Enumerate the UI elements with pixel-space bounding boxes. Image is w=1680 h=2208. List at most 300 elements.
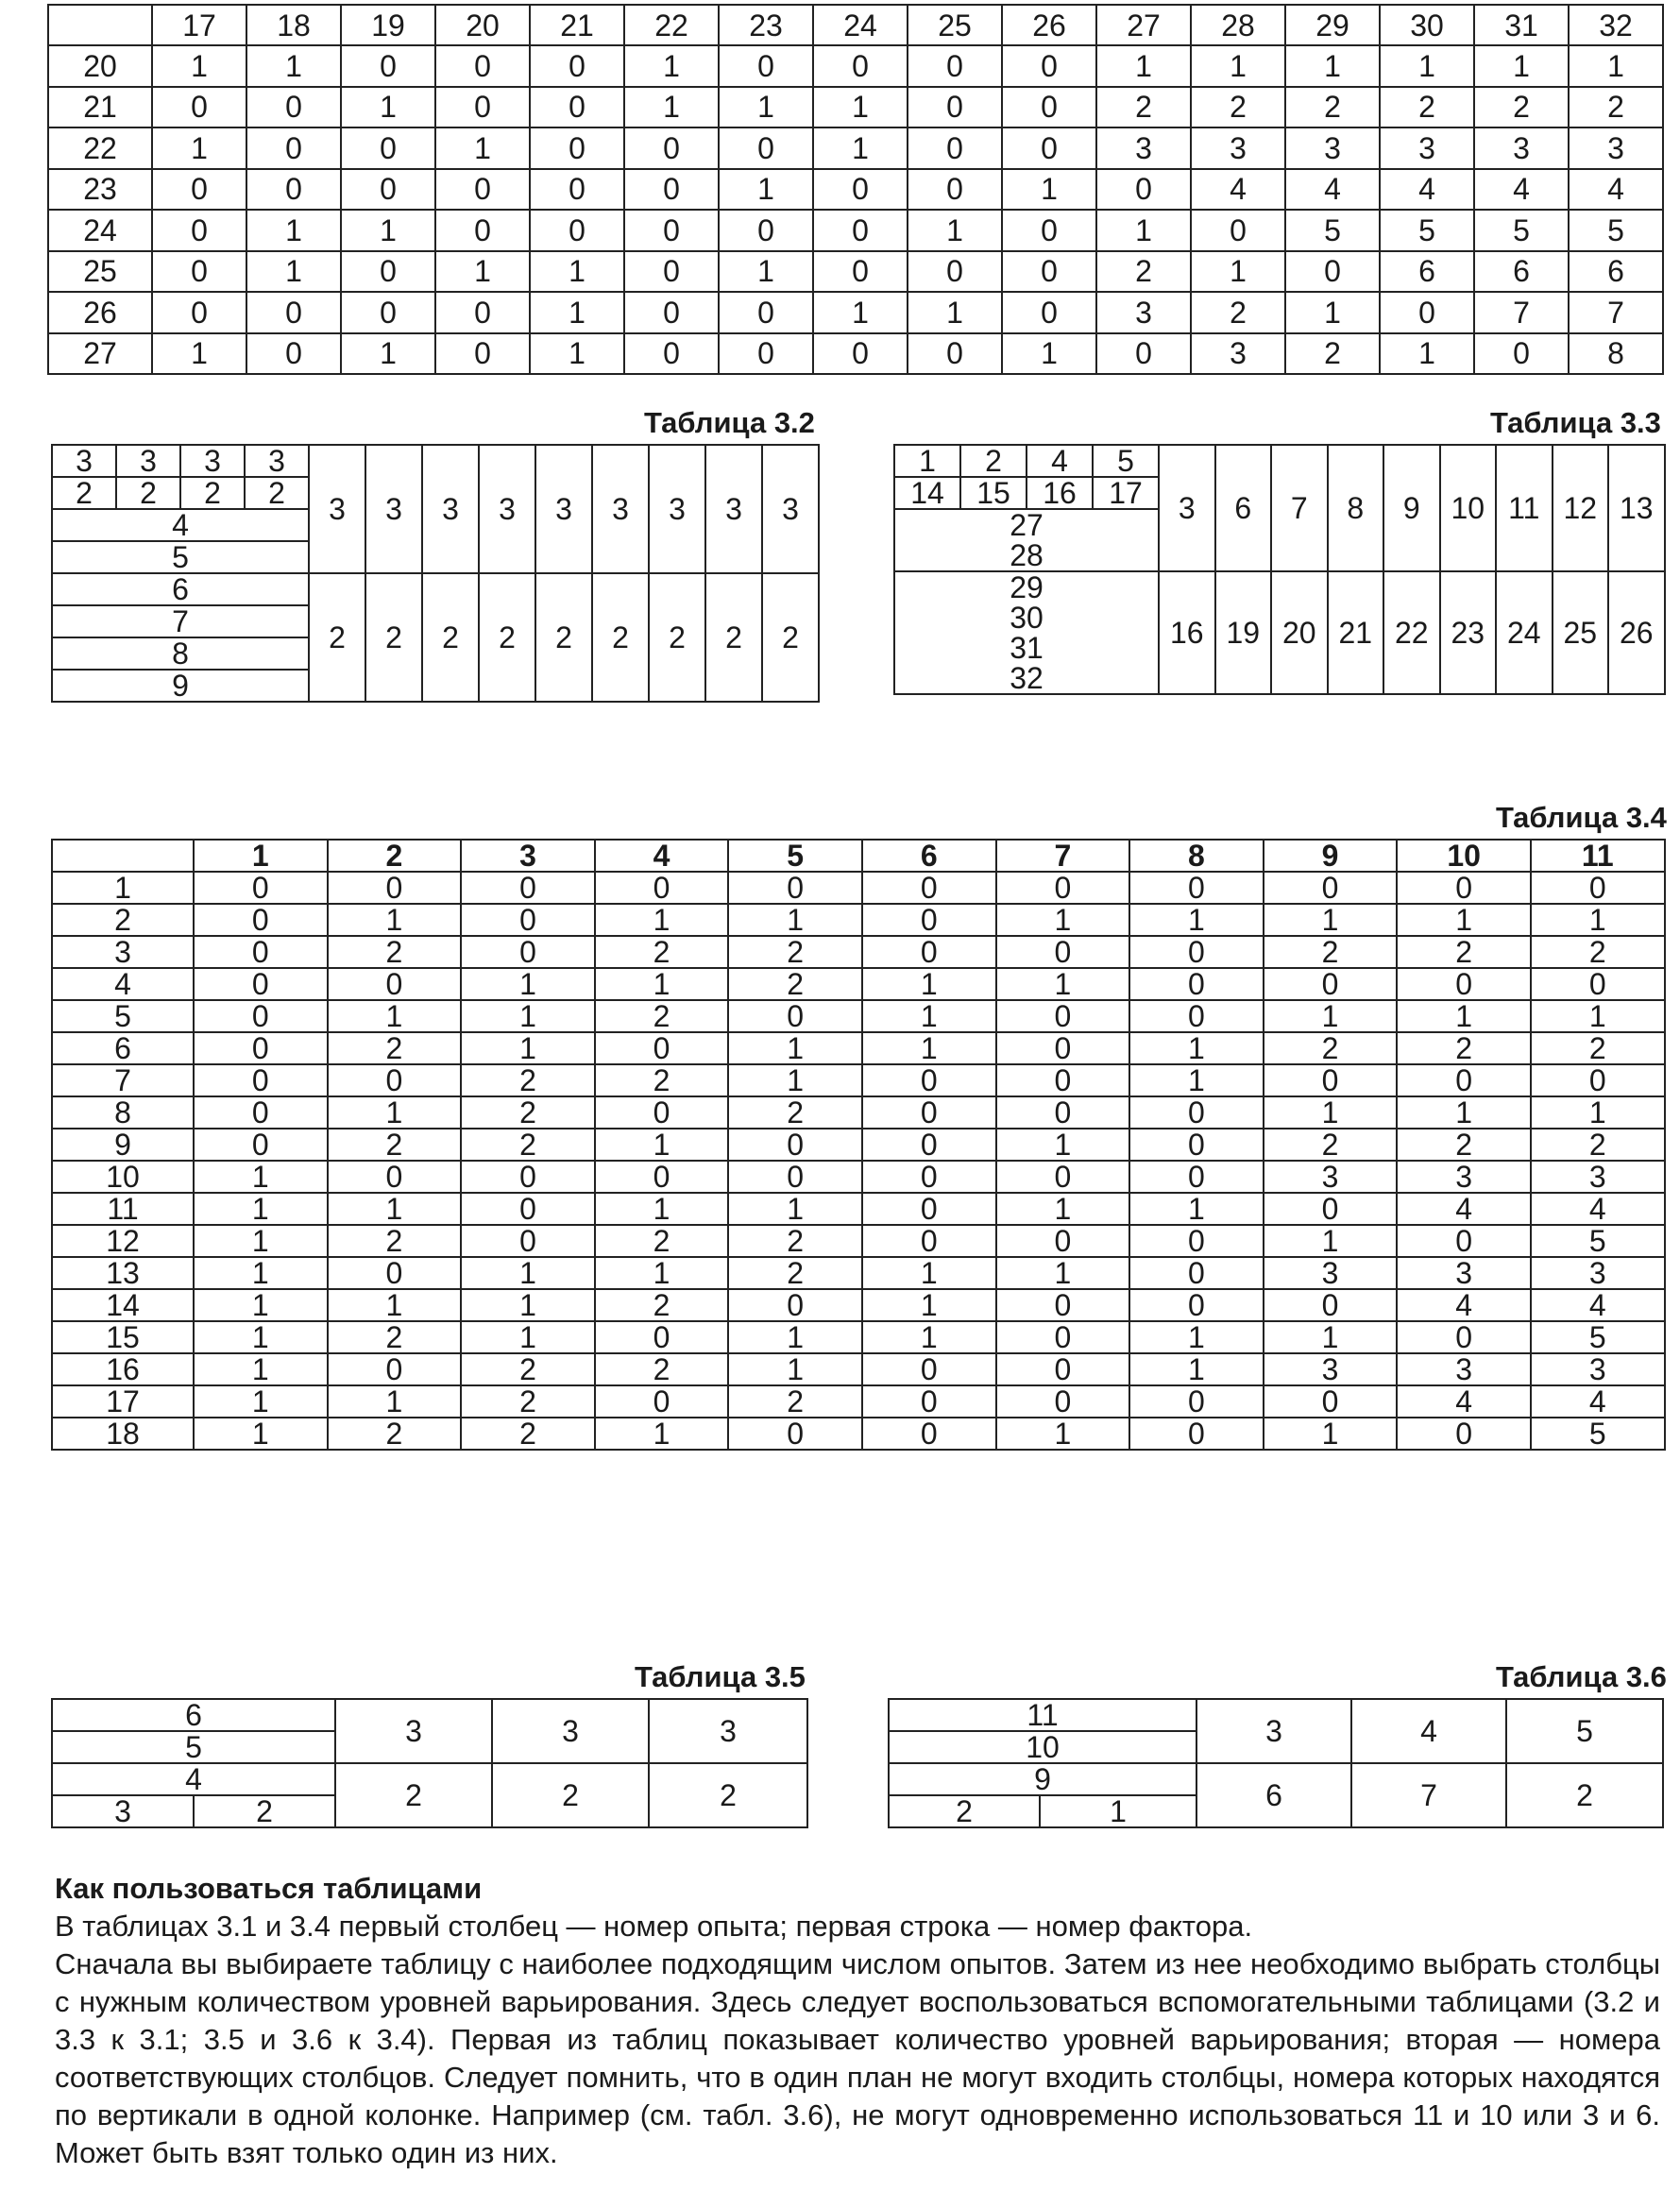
table-cell: 2 xyxy=(328,1418,462,1450)
table-cell: 0 xyxy=(719,45,813,87)
table-cell: 0 xyxy=(908,127,1002,169)
table-cell: 0 xyxy=(1380,292,1474,333)
table-row xyxy=(52,936,1665,968)
table-cell: 2 xyxy=(728,936,862,968)
table-cell: 1 xyxy=(461,968,595,1000)
table-cell: 0 xyxy=(862,872,996,904)
table-cell: 0 xyxy=(595,1161,729,1193)
table-cell: 0 xyxy=(1264,1193,1398,1225)
table-cell: 0 xyxy=(1474,333,1569,375)
table-cell: 5 xyxy=(1569,210,1663,251)
experiment-number: 10 xyxy=(52,1161,194,1193)
table-cell: 1 xyxy=(1531,1096,1665,1129)
table-cell: 0 xyxy=(624,169,719,211)
level-cell: 3 xyxy=(116,445,180,477)
table-cell: 0 xyxy=(862,1193,996,1225)
table-cell: 0 xyxy=(1264,968,1398,1000)
table-cell: 0 xyxy=(530,210,624,251)
table-cell: 2 xyxy=(728,968,862,1000)
table-cell: 5 xyxy=(1380,210,1474,251)
table-cell: 1 xyxy=(595,1129,729,1161)
table-cell: 0 xyxy=(1129,1096,1264,1129)
table-cell: 1 xyxy=(152,127,246,169)
experiment-number: 12 xyxy=(52,1225,194,1257)
level-cell: 3 xyxy=(52,1795,194,1827)
table-row xyxy=(52,1000,1665,1032)
table-cell: 4 xyxy=(1474,169,1569,211)
table-cell: 4 xyxy=(1285,169,1380,211)
value-cell: 22 xyxy=(1383,571,1440,694)
table-cell: 0 xyxy=(435,45,530,87)
table-cell: 0 xyxy=(341,251,435,293)
table-cell: 2 xyxy=(1397,936,1531,968)
table-cell: 0 xyxy=(728,1418,862,1450)
table-cell: 0 xyxy=(194,1000,328,1032)
level-cell: 2 xyxy=(180,477,245,509)
table-cell: 0 xyxy=(341,127,435,169)
value-cell: 12 xyxy=(1553,445,1609,571)
value-cell: 26 xyxy=(1608,571,1665,694)
table-row xyxy=(52,1064,1665,1096)
experiment-number: 14 xyxy=(52,1289,194,1321)
table-cell: 1 xyxy=(194,1289,328,1321)
table-cell: 0 xyxy=(996,1096,1130,1129)
table-cell: 1 xyxy=(1002,333,1096,375)
table-cell: 2 xyxy=(1531,1032,1665,1064)
table-cell: 3 xyxy=(1531,1257,1665,1289)
table-cell: 1 xyxy=(1380,45,1474,87)
value-cell: 3 xyxy=(762,445,819,573)
table-row xyxy=(52,1763,807,1795)
instructions-heading: Как пользоваться таблицами xyxy=(55,1872,483,1905)
table-cell: 1 xyxy=(1129,1353,1264,1385)
table-row xyxy=(48,127,1663,169)
table-cell: 3 xyxy=(1191,127,1285,169)
left-row-cell: 11 xyxy=(889,1699,1196,1731)
table-row xyxy=(48,333,1663,375)
table-row xyxy=(52,1193,1665,1225)
experiment-number: 22 xyxy=(48,127,152,169)
table-cell: 0 xyxy=(1264,1385,1398,1418)
table-cell: 1 xyxy=(1380,333,1474,375)
table-cell: 2 xyxy=(328,1129,462,1161)
table-cell: 1 xyxy=(328,1096,462,1129)
table-cell: 0 xyxy=(194,1064,328,1096)
table-cell: 5 xyxy=(1285,210,1380,251)
table-cell: 0 xyxy=(719,292,813,333)
table-cell: 0 xyxy=(1397,872,1531,904)
table-cell: 1 xyxy=(996,1418,1130,1450)
table-cell: 1 xyxy=(908,210,1002,251)
left-row-cell: 5 xyxy=(52,541,309,573)
experiment-number: 15 xyxy=(52,1321,194,1353)
value-cell: 7 xyxy=(1271,445,1328,571)
table-cell: 0 xyxy=(862,1385,996,1418)
experiment-number: 20 xyxy=(48,45,152,87)
table-cell: 0 xyxy=(1129,1225,1264,1257)
table-cell: 2 xyxy=(1285,333,1380,375)
table-cell: 0 xyxy=(530,127,624,169)
table-row xyxy=(52,1129,1665,1161)
table-cell: 0 xyxy=(862,904,996,936)
table-cell: 1 xyxy=(328,1385,462,1418)
table-cell: 0 xyxy=(530,45,624,87)
value-cell: 3 xyxy=(1196,1699,1351,1763)
table-cell: 3 xyxy=(1397,1353,1531,1385)
factor-header: 11 xyxy=(1531,840,1665,872)
table-row xyxy=(894,571,1665,603)
factor-header: 8 xyxy=(1129,840,1264,872)
table-3-5 xyxy=(51,1698,808,1828)
table-3-5-caption: Таблица 3.5 xyxy=(635,1660,806,1693)
table-row xyxy=(894,445,1665,477)
table-cell: 5 xyxy=(1531,1225,1665,1257)
table-cell: 0 xyxy=(719,333,813,375)
table-cell: 0 xyxy=(328,968,462,1000)
value-cell: 2 xyxy=(762,573,819,702)
table-cell: 1 xyxy=(328,1193,462,1225)
left-row-cell: 9 xyxy=(52,670,309,702)
value-cell: 5 xyxy=(1506,1699,1663,1763)
value-cell: 3 xyxy=(535,445,592,573)
table-cell: 1 xyxy=(530,292,624,333)
table-cell: 1 xyxy=(246,251,341,293)
value-cell: 6 xyxy=(1215,445,1272,571)
value-cell: 3 xyxy=(335,1699,492,1763)
table-cell: 6 xyxy=(1569,251,1663,293)
table-cell: 2 xyxy=(1569,87,1663,128)
table-cell: 0 xyxy=(862,1096,996,1129)
table-cell: 2 xyxy=(595,1289,729,1321)
table-cell: 1 xyxy=(328,904,462,936)
experiment-number: 6 xyxy=(52,1032,194,1064)
table-cell: 2 xyxy=(461,1385,595,1418)
table-cell: 1 xyxy=(1531,904,1665,936)
table-row xyxy=(52,968,1665,1000)
table-cell: 0 xyxy=(341,169,435,211)
table-3-2-caption: Таблица 3.2 xyxy=(644,406,815,439)
experiment-number: 1 xyxy=(52,872,194,904)
table-cell: 0 xyxy=(908,169,1002,211)
value-cell: 2 xyxy=(1506,1763,1663,1827)
table-row xyxy=(52,445,819,477)
experiment-number: 9 xyxy=(52,1129,194,1161)
table-cell: 0 xyxy=(328,1064,462,1096)
table-cell: 0 xyxy=(813,45,908,87)
value-cell: 24 xyxy=(1496,571,1553,694)
left-row-cell: 5 xyxy=(52,1731,335,1763)
table-cell: 1 xyxy=(194,1193,328,1225)
table-cell: 0 xyxy=(595,1321,729,1353)
table-row xyxy=(52,1289,1665,1321)
table-cell: 0 xyxy=(624,251,719,293)
left-row-cell: 9 xyxy=(889,1763,1196,1795)
table-cell: 0 xyxy=(624,333,719,375)
value-cell: 3 xyxy=(705,445,762,573)
table-cell: 2 xyxy=(1264,1032,1398,1064)
value-cell: 3 xyxy=(1159,445,1215,571)
table-cell: 0 xyxy=(461,1161,595,1193)
value-cell: 25 xyxy=(1553,571,1609,694)
level-cell: 2 xyxy=(194,1795,335,1827)
table-cell: 3 xyxy=(1531,1353,1665,1385)
table-cell: 0 xyxy=(813,169,908,211)
table-cell: 0 xyxy=(152,251,246,293)
table-3-2 xyxy=(51,444,820,703)
table-cell: 0 xyxy=(1397,968,1531,1000)
table-cell: 0 xyxy=(194,872,328,904)
table-cell: 4 xyxy=(1380,169,1474,211)
table-cell: 2 xyxy=(1191,87,1285,128)
experiment-number: 3 xyxy=(52,936,194,968)
table-cell: 3 xyxy=(1397,1257,1531,1289)
factor-header: 7 xyxy=(996,840,1130,872)
factor-header: 26 xyxy=(1002,5,1096,45)
table-row xyxy=(52,1096,1665,1129)
level-cell: 2 xyxy=(245,477,309,509)
table-cell: 0 xyxy=(728,1129,862,1161)
value-cell: 3 xyxy=(422,445,479,573)
table-cell: 0 xyxy=(1191,210,1285,251)
factor-header: 32 xyxy=(1569,5,1663,45)
table-cell: 0 xyxy=(813,251,908,293)
table-cell: 3 xyxy=(1474,127,1569,169)
table-cell: 0 xyxy=(1129,1161,1264,1193)
table-row xyxy=(48,210,1663,251)
factor-header: 9 xyxy=(1264,840,1398,872)
table-cell: 0 xyxy=(996,1289,1130,1321)
table-cell: 1 xyxy=(1191,251,1285,293)
table-cell: 1 xyxy=(1397,1000,1531,1032)
table-cell: 0 xyxy=(813,210,908,251)
table-cell: 1 xyxy=(435,251,530,293)
table-cell: 1 xyxy=(461,1032,595,1064)
table-cell: 1 xyxy=(595,1257,729,1289)
table-cell: 0 xyxy=(1397,1225,1531,1257)
factor-header: 22 xyxy=(624,5,719,45)
table-cell: 2 xyxy=(461,1418,595,1450)
table-cell: 1 xyxy=(996,1193,1130,1225)
value-cell: 2 xyxy=(649,573,705,702)
left-row-cell: 10 xyxy=(889,1731,1196,1763)
table-row xyxy=(52,1418,1665,1450)
value-cell: 11 xyxy=(1496,445,1553,571)
table-3-1 xyxy=(47,4,1664,375)
table-cell: 3 xyxy=(1569,127,1663,169)
value-cell: 3 xyxy=(309,445,365,573)
table-cell: 0 xyxy=(1002,127,1096,169)
table-cell: 0 xyxy=(1002,292,1096,333)
table-cell: 1 xyxy=(595,968,729,1000)
table-cell: 0 xyxy=(530,169,624,211)
table-cell: 0 xyxy=(1129,1129,1264,1161)
table-cell: 2 xyxy=(728,1225,862,1257)
table-cell: 2 xyxy=(595,1353,729,1385)
table-cell: 0 xyxy=(719,127,813,169)
value-cell: 2 xyxy=(479,573,535,702)
table-cell: 1 xyxy=(530,251,624,293)
table-cell: 1 xyxy=(1264,1418,1398,1450)
table-cell: 0 xyxy=(1129,1000,1264,1032)
table-cell: 2 xyxy=(328,1032,462,1064)
table-cell: 3 xyxy=(1264,1353,1398,1385)
value-cell: 3 xyxy=(649,445,705,573)
table-cell: 1 xyxy=(813,87,908,128)
table-cell: 0 xyxy=(1531,968,1665,1000)
table-cell: 4 xyxy=(1397,1385,1531,1418)
table-row xyxy=(52,872,1665,904)
table-cell: 0 xyxy=(1129,872,1264,904)
table-cell: 0 xyxy=(996,1000,1130,1032)
table-row xyxy=(52,1257,1665,1289)
table-cell: 4 xyxy=(1531,1289,1665,1321)
table-cell: 0 xyxy=(908,251,1002,293)
table-cell: 2 xyxy=(595,1225,729,1257)
table-cell: 1 xyxy=(194,1225,328,1257)
table-cell: 1 xyxy=(194,1321,328,1353)
level-cell: 2 xyxy=(52,477,116,509)
level-cell: 4 xyxy=(1027,445,1093,477)
table-cell: 1 xyxy=(246,210,341,251)
table-row xyxy=(48,169,1663,211)
level-cell: 3 xyxy=(52,445,116,477)
table-cell: 1 xyxy=(1129,904,1264,936)
table-cell: 2 xyxy=(1397,1129,1531,1161)
left-row-cell: 30 xyxy=(894,603,1159,633)
table-cell: 2 xyxy=(1264,1129,1398,1161)
table-cell: 1 xyxy=(728,904,862,936)
table-cell: 3 xyxy=(1191,333,1285,375)
table-cell: 0 xyxy=(996,1353,1130,1385)
table-cell: 0 xyxy=(328,1257,462,1289)
table-cell: 0 xyxy=(152,87,246,128)
left-row-cell: 28 xyxy=(894,540,1159,571)
table-cell: 0 xyxy=(862,1418,996,1450)
experiment-number: 2 xyxy=(52,904,194,936)
table-cell: 1 xyxy=(813,292,908,333)
table-cell: 0 xyxy=(996,1032,1130,1064)
table-cell: 0 xyxy=(1129,1257,1264,1289)
factor-header: 24 xyxy=(813,5,908,45)
table-cell: 0 xyxy=(152,169,246,211)
table-cell: 1 xyxy=(1129,1321,1264,1353)
table-cell: 2 xyxy=(328,1321,462,1353)
table-cell: 2 xyxy=(595,936,729,968)
level-cell: 15 xyxy=(960,477,1027,509)
table-row xyxy=(48,45,1663,87)
factor-header: 6 xyxy=(862,840,996,872)
experiment-number: 4 xyxy=(52,968,194,1000)
value-cell: 2 xyxy=(492,1763,649,1827)
table-cell: 1 xyxy=(996,904,1130,936)
experiment-number: 25 xyxy=(48,251,152,293)
value-cell: 10 xyxy=(1440,445,1497,571)
table-cell: 0 xyxy=(1264,1064,1398,1096)
table-cell: 0 xyxy=(1002,251,1096,293)
table-cell: 0 xyxy=(461,904,595,936)
table-cell: 0 xyxy=(530,87,624,128)
level-cell: 5 xyxy=(1093,445,1159,477)
table-cell: 2 xyxy=(461,1096,595,1129)
value-cell: 2 xyxy=(422,573,479,702)
table-cell: 1 xyxy=(1531,1000,1665,1032)
factor-header: 21 xyxy=(530,5,624,45)
table-cell: 0 xyxy=(996,936,1130,968)
level-cell: 16 xyxy=(1027,477,1093,509)
value-cell: 2 xyxy=(365,573,422,702)
table-cell: 1 xyxy=(719,251,813,293)
table-cell: 2 xyxy=(728,1096,862,1129)
table-cell: 1 xyxy=(595,1418,729,1450)
value-cell: 2 xyxy=(705,573,762,702)
table-cell: 0 xyxy=(194,1096,328,1129)
table-cell: 0 xyxy=(595,1032,729,1064)
table-cell: 0 xyxy=(1264,1289,1398,1321)
factor-header: 23 xyxy=(719,5,813,45)
value-cell: 2 xyxy=(309,573,365,702)
experiment-number: 26 xyxy=(48,292,152,333)
table-cell: 1 xyxy=(152,45,246,87)
table-cell: 0 xyxy=(1129,1385,1264,1418)
table-cell: 4 xyxy=(1531,1385,1665,1418)
value-cell: 3 xyxy=(592,445,649,573)
table-cell: 0 xyxy=(435,292,530,333)
left-row-cell: 6 xyxy=(52,1699,335,1731)
table-cell: 0 xyxy=(1285,251,1380,293)
table-cell: 0 xyxy=(194,936,328,968)
value-cell: 16 xyxy=(1159,571,1215,694)
table-cell: 1 xyxy=(461,1289,595,1321)
value-cell: 3 xyxy=(649,1699,807,1763)
table-cell: 1 xyxy=(1129,1032,1264,1064)
table-cell: 0 xyxy=(1129,936,1264,968)
table-cell: 2 xyxy=(1474,87,1569,128)
table-cell: 0 xyxy=(1096,333,1191,375)
factor-header: 1 xyxy=(194,840,328,872)
table-cell: 0 xyxy=(1129,1289,1264,1321)
table-3-6 xyxy=(888,1698,1664,1828)
table-cell: 1 xyxy=(1129,1064,1264,1096)
table-cell: 0 xyxy=(1397,1418,1531,1450)
table-cell: 1 xyxy=(1002,169,1096,211)
table-cell: 0 xyxy=(194,1129,328,1161)
table-cell: 1 xyxy=(1397,904,1531,936)
table-cell: 2 xyxy=(1264,936,1398,968)
corner-cell xyxy=(52,840,194,872)
table-cell: 3 xyxy=(1285,127,1380,169)
table-cell: 1 xyxy=(1397,1096,1531,1129)
table-cell: 3 xyxy=(1264,1257,1398,1289)
left-row-cell: 4 xyxy=(52,509,309,541)
table-row xyxy=(48,251,1663,293)
value-cell: 4 xyxy=(1351,1699,1506,1763)
level-cell: 1 xyxy=(1040,1795,1196,1827)
table-cell: 0 xyxy=(341,292,435,333)
table-cell: 1 xyxy=(461,1321,595,1353)
table-header-row xyxy=(48,5,1663,45)
table-cell: 1 xyxy=(862,968,996,1000)
table-cell: 0 xyxy=(1096,169,1191,211)
factor-header: 3 xyxy=(461,840,595,872)
table-cell: 8 xyxy=(1569,333,1663,375)
left-row-cell: 8 xyxy=(52,637,309,670)
table-cell: 1 xyxy=(624,87,719,128)
table-cell: 1 xyxy=(1096,210,1191,251)
table-cell: 1 xyxy=(719,87,813,128)
table-cell: 0 xyxy=(246,292,341,333)
table-cell: 0 xyxy=(862,1353,996,1385)
value-cell: 2 xyxy=(592,573,649,702)
